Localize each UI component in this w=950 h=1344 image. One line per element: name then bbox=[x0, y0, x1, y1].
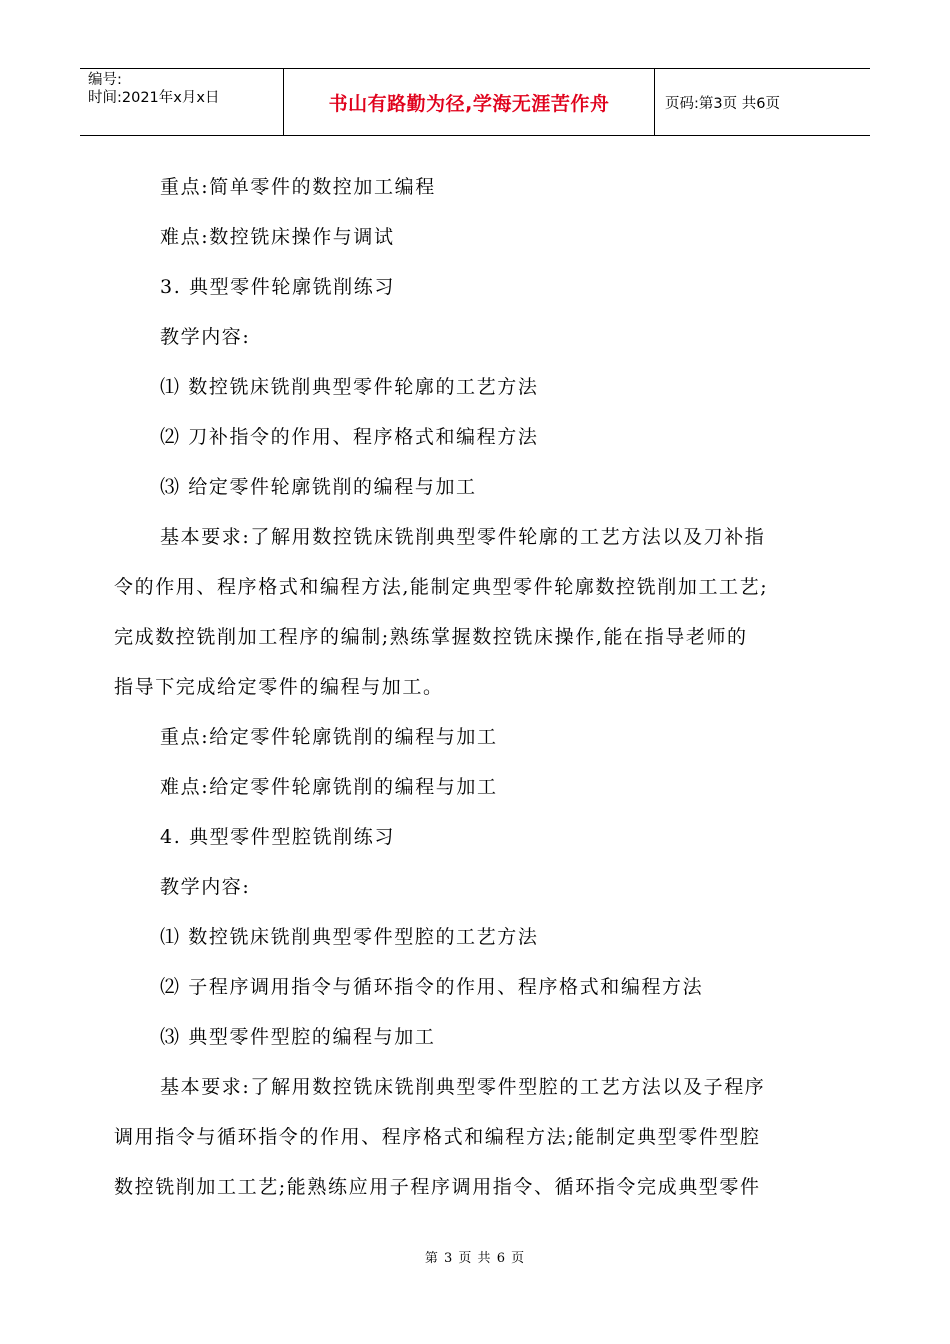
requirements-paragraph-line: 令的作用、程序格式和编程方法,能制定典型零件轮廓数控铣削加工工艺; bbox=[114, 576, 769, 598]
teaching-content-label: 教学内容: bbox=[160, 326, 251, 348]
list-item: ⑶ 给定零件轮廓铣削的编程与加工 bbox=[160, 476, 477, 498]
requirements-paragraph-line: 基本要求:了解用数控铣床铣削典型零件轮廓的工艺方法以及刀补指 bbox=[160, 526, 766, 548]
section-heading: 4. 典型零件型腔铣削练习 bbox=[160, 826, 395, 848]
requirements-paragraph-line: 调用指令与循环指令的作用、程序格式和编程方法;能制定典型零件型腔 bbox=[114, 1126, 761, 1148]
list-item: ⑵ 子程序调用指令与循环指令的作用、程序格式和编程方法 bbox=[160, 976, 704, 998]
difficulty-line: 难点:给定零件轮廓铣削的编程与加工 bbox=[160, 776, 498, 798]
list-item: ⑶ 典型零件型腔的编程与加工 bbox=[160, 1026, 436, 1048]
header-page-info: 页码:第3页 共6页 bbox=[665, 95, 780, 112]
list-item: ⑴ 数控铣床铣削典型零件轮廓的工艺方法 bbox=[160, 376, 539, 398]
requirements-paragraph-line: 指导下完成给定零件的编程与加工。 bbox=[114, 676, 444, 698]
doc-number-label: 编号: bbox=[88, 72, 122, 88]
header-meta bbox=[80, 69, 284, 135]
list-item: ⑴ 数控铣床铣削典型零件型腔的工艺方法 bbox=[160, 926, 539, 948]
requirements-paragraph-line: 基本要求:了解用数控铣床铣削典型零件型腔的工艺方法以及子程序 bbox=[160, 1076, 766, 1098]
difficulty-line: 难点:数控铣床操作与调试 bbox=[160, 226, 395, 248]
requirements-paragraph-line: 完成数控铣削加工程序的编制;熟练掌握数控铣床操作,能在指导老师的 bbox=[114, 626, 748, 648]
list-item: ⑵ 刀补指令的作用、程序格式和编程方法 bbox=[160, 426, 539, 448]
key-point-line: 重点:简单零件的数控加工编程 bbox=[160, 176, 436, 198]
doc-time-label: 时间:2021年x月x日 bbox=[88, 90, 220, 106]
teaching-content-label: 教学内容: bbox=[160, 876, 251, 898]
requirements-paragraph-line: 数控铣削加工工艺;能熟练应用子程序调用指令、循环指令完成典型零件 bbox=[114, 1176, 761, 1198]
header-motto: 书山有路勤为径,学海无涯苦作舟 bbox=[284, 69, 655, 135]
page-header bbox=[80, 68, 870, 136]
key-point-line: 重点:给定零件轮廓铣削的编程与加工 bbox=[160, 726, 498, 748]
section-heading: 3. 典型零件轮廓铣削练习 bbox=[160, 276, 395, 298]
page-footer: 第 3 页 共 6 页 bbox=[424, 1251, 526, 1266]
